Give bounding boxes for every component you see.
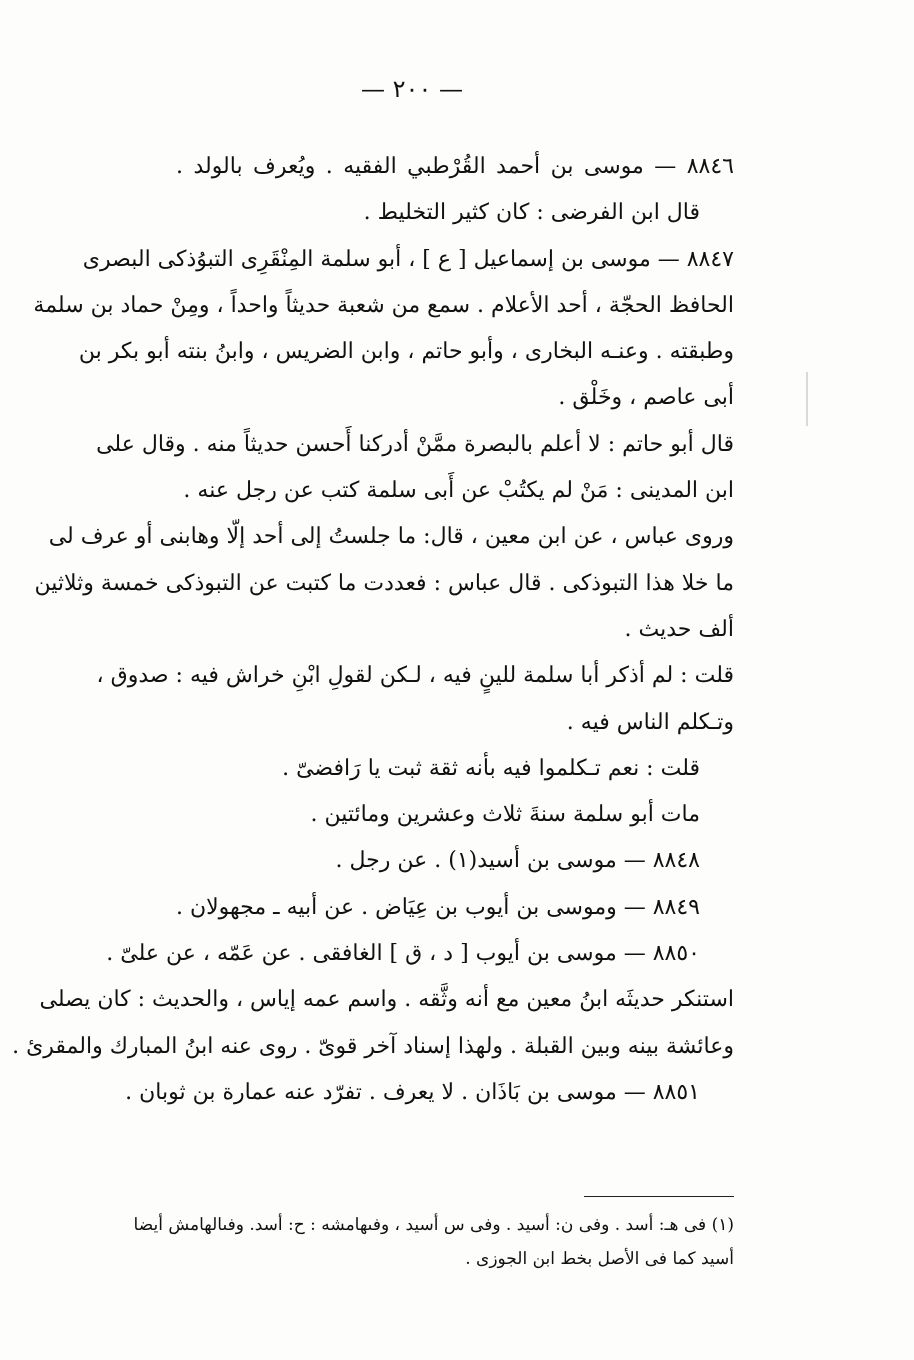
entry-8847-line: الحافظ الحجّة ، أحد الأعلام . سمع من شعبة حديثاً واحداً ، ومِنْ حماد بن سلمة [33,292,734,318]
entry-8850-line: وعائشة بينه وبين القبلة . ولهذا إسناد آخر قوىّ . روى عنه ابنُ المبارك والمقرئ . [12,1033,734,1059]
entry-8847-line: ما خلا هذا التبوذكى . قال عباس : فعددت ما كتبت عن التبوذكى خمسة وثلاثين [34,570,734,596]
entry-8847-author-note-2: قلت : نعم تـكلموا فيه بأنه ثقة ثبت يا رَافضىّ . [282,755,700,781]
page-number: — ٢٠٠ — [361,75,463,103]
entry-8847-heading: ٨٨٤٧ — موسى بن إسماعيل [ ع ] ، أبو سلمة المِنْقَرِى التبوُذكى البصرى [82,246,734,272]
entry-8851-heading: ٨٨٥١ — موسى بن بَاذَان . لا يعرف . تفرّد عنه عمارة بن ثوبان . [125,1079,700,1105]
entry-8850-heading: ٨٨٥٠ — موسى بن أيوب [ د ، ق ] الغافقى . عن عَمّه ، عن علىّ . [106,941,700,967]
margin-pencil-mark [806,372,808,426]
entry-8847-line: وتـكلم الناس فيه . [566,709,734,735]
entry-8848-heading: ٨٨٤٨ — موسى بن أسيد(١) . عن رجل . [335,848,700,874]
entry-8850-line: استنكر حديثَه ابنُ معين مع أنه وثَّقه . واسم عمه إياس ، والحديث : كان يصلى [39,987,734,1013]
footnote-line: (١) فى هـ: أسد . وفى ن: أسيد . وفى س أسيد ، وفىهامشه : ح: أسد. وفىالهامش أيضا [133,1215,734,1235]
entry-8847-abbas: وروى عباس ، عن ابن معين ، قال: ما جلستُ إلى أحد إلّا وهابنى أو عرف لى [48,524,734,550]
entry-8846-heading: ٨٨٤٦ — موسى بن أحمد القُرْطبي الفقيه . ويُعرف بالولد . [176,154,734,179]
entry-8847-line: ألف حديث . [624,616,734,642]
footnotes [133,1208,734,1276]
entry-8846-comment: قال ابن الفرضى : كان كثير التخليط . [363,200,700,226]
entry-8847-death: مات أبو سلمة سنةَ ثلاث وعشرين ومائتين . [310,802,700,828]
footnote-line: أسيد كما فى الأصل بخط ابن الجوزى . [465,1249,734,1269]
entry-8847-author-note: قلت : لم أذكر أبا سلمة للينٍ فيه ، لـكن لقولِ ابْنِ خراش فيه : صدوق ، [96,663,734,689]
entry-8847-line: وطبقته . وعنـه البخارى ، وأبو حاتم ، وابن الضريس ، وابنُ بنته أبو بكر بن [78,339,734,365]
entry-8847-line: أبى عاصم ، وخَلْق . [558,385,734,411]
entry-8847-line: ابن المدينى : مَنْ لم يكتُبْ عن أَبى سلمة كتب عن رجل عنه . [183,478,734,504]
entry-8849-heading: ٨٨٤٩ — وموسى بن أيوب بن عِيَاض . عن أبيه ـ مجهولان . [175,894,700,920]
entries-text [12,144,734,1116]
entry-8847-abu-hatim: قال أبو حاتم : لا أعلم بالبصرة ممَّنْ أدركنا أَحسن حديثاً منه . وقال على [96,431,734,457]
footnote-divider [584,1196,734,1197]
